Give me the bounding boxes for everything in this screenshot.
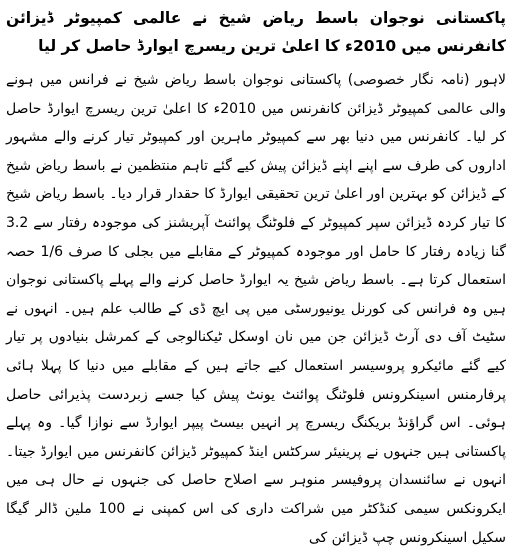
headline: پاکستانی نوجوان باسط ریاض شیخ نے عالمی کمپیوٹر ڈیزائن کانفرنس میں 2010ء کا اعلیٰ ترین ریسرچ ایوارڈ حاصل کر لیا	[6, 9, 506, 55]
article-body: لاہور (نامہ نگار خصوصی) پاکستانی نوجوان باسط ریاض شیخ نے فرانس میں ہونے والی عالمی کمپیوٹر ڈیزائن کانفرنس میں 2010ء کا اعلیٰ ترین ریسرچ ایوارڈ حاصل کر لیا۔ کانفرنس میں دنیا بھر سے کمپیوٹر ماہرین اور کمپیوٹر تیار کرنے والے مشہور اداروں کی طرف سے اپنے اپنے ڈیزائن پیش کیے گئے تاہم منتظمین نے باسط ریاض شیخ کے ڈیزائن کو بہترین اور اعلیٰ ترین تحقیقی ایوارڈ کا حقدار قرار دیا۔ باسط ریاض شیخ کا تیار کردہ ڈیزائن سپر کمپیوٹر کے فلوٹنگ پوائنٹ آپریشنز کی موجودہ رفتار سے 3.2 گنا زیادہ رفتار کا حامل اور موجودہ کمپیوٹر کے مقابلے میں بجلی کا صرف 1/6 حصہ استعمال کرتا ہے۔ باسط ریاض شیخ یہ ایوارڈ حاصل کرنے والے پہلے پاکستانی نوجوان ہیں وہ فرانس کی کورنل یونیورسٹی میں پی ایچ ڈی کے طالب علم ہیں۔ انہوں نے سٹیٹ آف دی آرٹ ڈیزائن جن میں نان اوسکل ٹیکنالوجی کے کمرشل بنیادوں پر تیار کیے گئے مائیکرو پروسیسر استعمال کیے جاتے ہیں کے مقابلے میں دنیا کا پہلا ہائی پرفارمنس اسینکرونس فلوٹنگ پوائنٹ یونٹ پیش کیا جسے زبردست پذیرائی حاصل ہوئی۔ اس گراؤنڈ بریکنگ ریسرچ پر انہیں بیسٹ پیپر ایوارڈ سے نوازا گیا۔ وہ پہلے پاکستانی ہیں جنہوں نے پرینیئر سرکٹس اینڈ کمپیوٹر ڈیزائن کانفرنس میں ایوارڈ جیتا۔ انہوں نے سائنسدان پروفیسر منوہر سے اصلاح حاصل کی جنہوں نے حال ہی میں ایکرونکس سیمی کنڈکٹر میں شراکت داری کی اس کمپنی نے 100 ملین ڈالر گیگا سکیل اسینکرونس چپ ڈیزائن کی	[6, 72, 506, 546]
